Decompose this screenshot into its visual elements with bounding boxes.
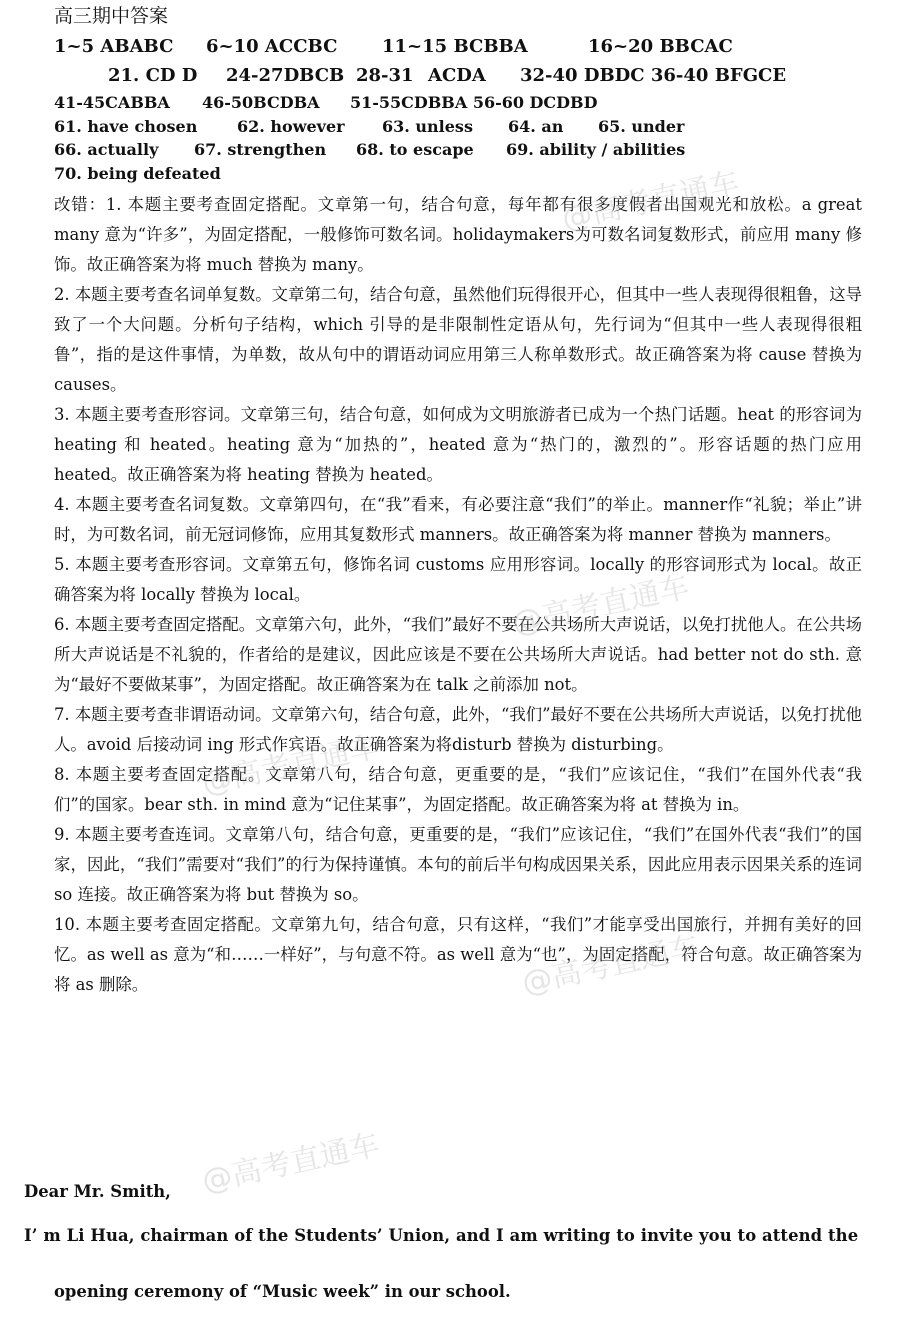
fill-answer: 62. however: [237, 117, 345, 136]
correction-item: 6. 本题主要考查固定搭配。文章第六句，此外，“我们”最好不要在公共场所大声说话，以免打扰他人。在公共场所大声说话是不礼貌的，作者给的是建议，因此应该是不要在公共场所大声说话。had better not do sth. 意为“最好不要做某事”，为固定搭配。故正确答案为在 talk 之前添加 not。: [54, 615, 862, 694]
watermark: @高考直通车: [199, 729, 383, 802]
answer-group: 21. CD D: [108, 65, 198, 86]
letter-greeting: Dear Mr. Smith,: [24, 1182, 171, 1201]
correction-item: 3. 本题主要考查形容词。文章第三句，结合句意，如何成为文明旅游者已成为一个热门话题。heat 的形容词为 heating 和 heated。heating 意为“加热的”，heated 意为“热门的，激烈的”。形容话题的热门应用 heated。故正确答案为将 heating 替换为 heated。: [54, 405, 862, 484]
correction-item: 7. 本题主要考查非谓语动词。文章第六句，结合句意，此外，“我们”最好不要在公共场所大声说话，以免打扰他人。avoid 后接动词 ing 形式作宾语。故正确答案为将disturb 替换为 disturbing。: [54, 705, 862, 754]
watermark: @高考直通车: [559, 165, 743, 238]
answer-group: ACDA: [428, 65, 486, 86]
letter-line: opening ceremony of “Music week” in our school.: [54, 1282, 511, 1301]
correction-item: 改错：1. 本题主要考查固定搭配。文章第一句，结合句意，每年都有很多度假者出国观光和放松。a great many 意为“许多”，为固定搭配，一般修饰可数名词。holidaymakers为可数名词复数形式，前应用 many 修饰。故正确答案为将 much 替换为 many。: [54, 195, 862, 274]
answer-group: 24-27DBCB: [226, 65, 345, 86]
correction-item: 4. 本题主要考查名词复数。文章第四句，在“我”看来，有必要注意“我们”的举止。manner作“礼貌；举止”讲时，为可数名词，前无冠词修饰，应用其复数形式 manners。故正确答案为将 manner 替换为 manners。: [54, 495, 862, 544]
fill-answer: 66. actually: [54, 140, 159, 159]
fill-answer: 67. strengthen: [194, 140, 327, 159]
correction-item: 2. 本题主要考查名词单复数。文章第二句，结合句意，虽然他们玩得很开心，但其中一些人表现得很粗鲁，这导致了一个大问题。分析句子结构，which 引导的是非限制性定语从句，先行词为“但其中一些人表现得很粗鲁”，指的是这件事情，为单数，故从句中的谓语动词应用第三人称单数形式。故正确答案为将 cause 替换为 causes。: [54, 285, 862, 394]
fill-answer: 65. under: [598, 117, 685, 136]
answer-group: 32-40 DBDC 36-40 BFGCE: [520, 65, 787, 86]
correction-item: 5. 本题主要考查形容词。文章第五句，修饰名词 customs 应用形容词。locally 的形容词形式为 local。故正确答案为将 locally 替换为 local。: [54, 555, 862, 604]
letter-line: I’ m Li Hua, chairman of the Students’ Union, and I am writing to invite you to attend the: [24, 1226, 859, 1245]
answer-group: 16~20 BBCAC: [588, 36, 733, 57]
fill-answer: 61. have chosen: [54, 117, 198, 136]
fill-answer: 68. to escape: [356, 140, 474, 159]
fill-answer: 64. an: [508, 117, 564, 136]
watermark: @高考直通车: [519, 929, 703, 1002]
fill-answer: 63. unless: [382, 117, 473, 136]
answer-group: 28-31: [356, 65, 414, 86]
answer-group: 46-50BCDBA: [202, 93, 320, 112]
fill-answer: 69. ability / abilities: [506, 140, 686, 159]
correction-item: 9. 本题主要考查连词。文章第八句，结合句意，更重要的是，“我们”应该记住，“我们”在国外代表“我们”的国家，因此，“我们”需要对“我们”的行为保持谨慎。本句的前后半句构成因果关系，因此应用表示因果关系的连词 so 连接。故正确答案为将 but 替换为 so。: [54, 825, 862, 904]
fill-answer: 70. being defeated: [54, 164, 221, 183]
answer-group: 1~5 ABABC: [54, 36, 174, 57]
error-correction-explanations: [54, 190, 862, 1000]
page-title: 高三期中答案: [54, 5, 169, 27]
correction-item: 8. 本题主要考查固定搭配。文章第八句，结合句意，更重要的是，“我们”应该记住，“我们”在国外代表“我们”的国家。bear sth. in mind 意为“记住某事”，为固定搭配。故正确答案为将 at 替换为 in。: [54, 765, 862, 814]
watermark: @高考直通车: [199, 1127, 383, 1200]
answer-group: 11~15 BCBBA: [382, 36, 528, 57]
watermark: @高考直通车: [509, 569, 693, 642]
answer-group: 51-55CDBBA 56-60 DCDBD: [350, 93, 598, 112]
answer-group: 41-45CABBA: [54, 93, 170, 112]
answer-group: 6~10 ACCBC: [206, 36, 338, 57]
correction-item: 10. 本题主要考查固定搭配。文章第九句，结合句意，只有这样，“我们”才能享受出国旅行，并拥有美好的回忆。as well as 意为“和……一样好”，与句意不符。as well 意为“也”，为固定搭配，符合句意。故正确答案为将 as 删除。: [54, 915, 862, 994]
